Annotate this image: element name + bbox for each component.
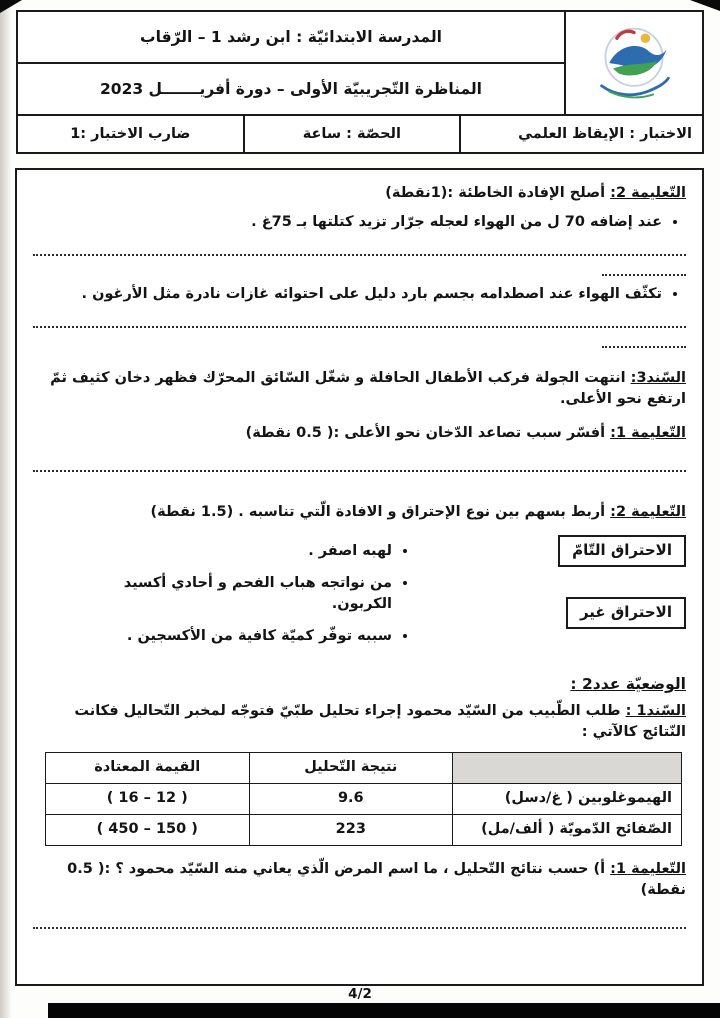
table-row — [46, 814, 682, 845]
header-cell-empty — [453, 752, 682, 783]
statement-list-2 — [33, 284, 686, 305]
sanad-1-paragraph — [33, 701, 686, 743]
matching-exercise — [33, 529, 686, 658]
statement-bullet-2: • تكثّف الهواء عند اصطدامه بجسم بارد دليل على احتوائه غازات نادرة مثل الأرغون . — [33, 284, 662, 305]
combustion-statement-1: • لهبه اصفر . — [120, 541, 392, 562]
combustion-type-boxes — [510, 529, 686, 658]
cell-normal-range: ( 12 – 16 ) — [46, 783, 250, 814]
sanad-3-paragraph — [33, 368, 686, 410]
statement-list-1 — [33, 212, 686, 233]
instruction-1-text: أفسّر سبب تصاعد الدّخان نحو الأعلى :( 0.5 نقطة) — [245, 425, 606, 442]
situation-2-instruction-1-text: أ) حسب نتائج التّحليل ، ما اسم المرض الّذي يعاني منه السّيّد محمود ؟ :( 0.5 نقطة) — [67, 860, 686, 898]
school-name: المدرسة الابتدائيّة : ابن رشد 1 – الرّقاب — [18, 12, 564, 64]
instruction-1-line — [33, 423, 686, 444]
scan-edge-shade — [0, 0, 12, 1018]
scan-bottom-black-bar — [48, 1003, 720, 1018]
exam-title: المناظرة التّجريبيّة الأولى – دورة أفريـــــــل 2023 — [100, 80, 482, 98]
cell-normal-range: ( 150 – 450 ) — [46, 814, 250, 845]
combustion-statement-3: • سببه توفّر كميّة كافية من الأكسجين . — [120, 626, 392, 647]
situation-2-instruction-1 — [33, 859, 686, 901]
combustion-statement-2: • من نواتجه هباب الفحم و أحادي أكسيد الكربون. — [120, 573, 392, 615]
answer-dots-line — [33, 313, 686, 328]
analysis-results-table — [45, 752, 682, 846]
sanad-3-text: انتهت الجولة فركب الأطفال الحافلة و شغّل السّائق المحرّك فظهر دخان كثيف ثمّ ارتفع نحو الأعلى. — [50, 370, 686, 408]
sanad-3-title: السّند3: — [630, 370, 686, 387]
combustion-box-complete: الاحتراق التّامّ — [558, 535, 686, 567]
combustion-statement-list — [33, 541, 510, 658]
instruction-2-line — [33, 183, 686, 204]
statement-bullet-1: • عند إضافه 70 ل من الهواء لعجله جرّار تزيد كتلتها بـ 75غ . — [33, 212, 662, 233]
table-header-row — [46, 752, 682, 783]
school-logo-cell — [564, 12, 702, 114]
answer-dots-line — [33, 914, 686, 929]
answer-dots-line-short — [602, 333, 686, 348]
sanad-1-text: طلب الطّبيب من السّيّد محمود إجراء تحليل طبّيّ فتوجّه لمخبر التّحاليل فكانت النّتائج كالآتي : — [74, 702, 686, 740]
instruction-2b-line — [33, 502, 686, 523]
instruction-2b-text: أربط بسهم بين نوع الإحتراق و الافادة الّتي تناسبه . (1.5 نقطة) — [150, 504, 606, 521]
cell-result: 223 — [249, 814, 453, 845]
table-row — [46, 783, 682, 814]
test-coefficient: ضارب الاختبار :1 — [70, 126, 191, 142]
answer-dots-line-short — [602, 261, 686, 276]
sanad-1-title: السّند1 : — [625, 702, 686, 719]
situation-2-title: الوضعيّة عدد2 : — [570, 675, 686, 694]
header-cell-result: نتيجة التّحليل — [249, 752, 453, 783]
answer-dots-line — [33, 457, 686, 472]
page-number: 4/2 — [348, 986, 372, 1002]
school-logo-image — [575, 23, 693, 103]
instruction-2-text: أصلح الإفادة الخاطئة :(1نقطة) — [385, 185, 606, 201]
cell-result: 9.6 — [249, 783, 453, 814]
exam-header-table — [16, 10, 704, 154]
test-subject: الاختبار : الإيقاظ العلمي — [459, 116, 702, 152]
instruction-2-title: التّعليمة 2: — [610, 185, 686, 201]
cell-test-name: الصّفائح الدّمويّة ( ألف/مل) — [453, 814, 682, 845]
test-duration: الحصّة : ساعة — [243, 116, 459, 152]
instruction-2b-title: التّعليمة 2: — [610, 504, 686, 521]
cell-test-name: الهيموغلوبين ( غ/دسل) — [453, 783, 682, 814]
exam-body-frame — [15, 168, 704, 986]
answer-dots-line — [33, 241, 686, 256]
situation-2-instruction-1-title: التّعليمة 1: — [610, 860, 686, 877]
header-cell-normal: القيمة المعتادة — [46, 752, 250, 783]
instruction-1-title: التّعليمة 1: — [610, 425, 686, 442]
combustion-box-incomplete: الاحتراق غير — [566, 597, 686, 629]
